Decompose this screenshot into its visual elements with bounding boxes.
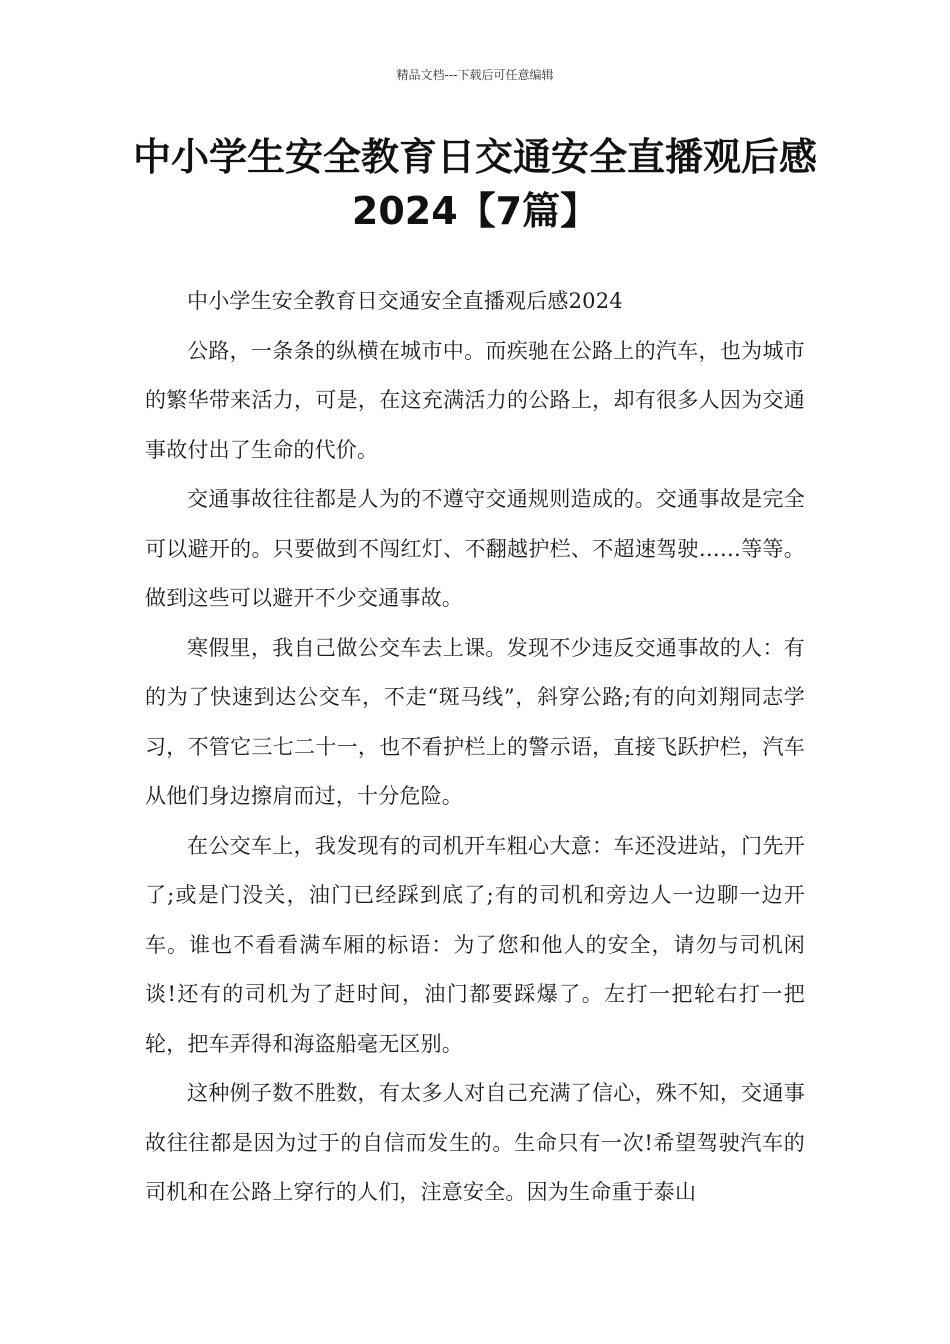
paragraph: 交通事故往往都是人为的不遵守交通规则造成的。交通事故是完全可以避开的。只要做到不闯红灯、不翻越护栏、不超速驾驶……等等。做到这些可以避开不少交通事故。 <box>145 487 805 610</box>
document-body <box>145 277 805 1218</box>
paragraph: 公路，一条条的纵横在城市中。而疾驰在公路上的汽车，也为城市的繁华带来活力，可是，在这充满活力的公路上，却有很多人因为交通事故付出了生命的代价。 <box>145 338 805 462</box>
header-note: 精品文档---下载后可任意编辑 <box>396 68 554 82</box>
paragraph-subtitle: 中小学生安全教育日交通安全直播观后感2024 <box>187 289 623 313</box>
paragraph: 这种例子数不胜数，有太多人对自己充满了信心，殊不知，交通事故往往都是因为过于的自信而发生的。生命只有一次!希望驾驶汽车的司机和在公路上穿行的人们，注意安全。因为生命重于泰山 <box>145 1081 805 1204</box>
paragraph: 寒假里，我自己做公交车去上课。发现不少违反交通事故的人：有的为了快速到达公交车，不走“斑马线”，斜穿公路;有的向刘翔同志学习，不管它三七二十一，也不看护栏上的警示语，直接飞跃护栏，汽车从他们身边擦肩而过，十分危险。 <box>145 635 805 808</box>
paragraph: 在公交车上，我发现有的司机开车粗心大意：车还没进站，门先开了;或是门没关，油门已经踩到底了;有的司机和旁边人一边聊一边开车。谁也不看看满车厢的标语：为了您和他人的安全，请勿与司机闲谈!还有的司机为了赶时间，油门都要踩爆了。左打一把轮右打一把轮，把车弄得和海盗船毫无区别。 <box>145 833 805 1056</box>
document-title: 中小学生安全教育日交通安全直播观后感2024【7篇】 <box>132 135 817 233</box>
